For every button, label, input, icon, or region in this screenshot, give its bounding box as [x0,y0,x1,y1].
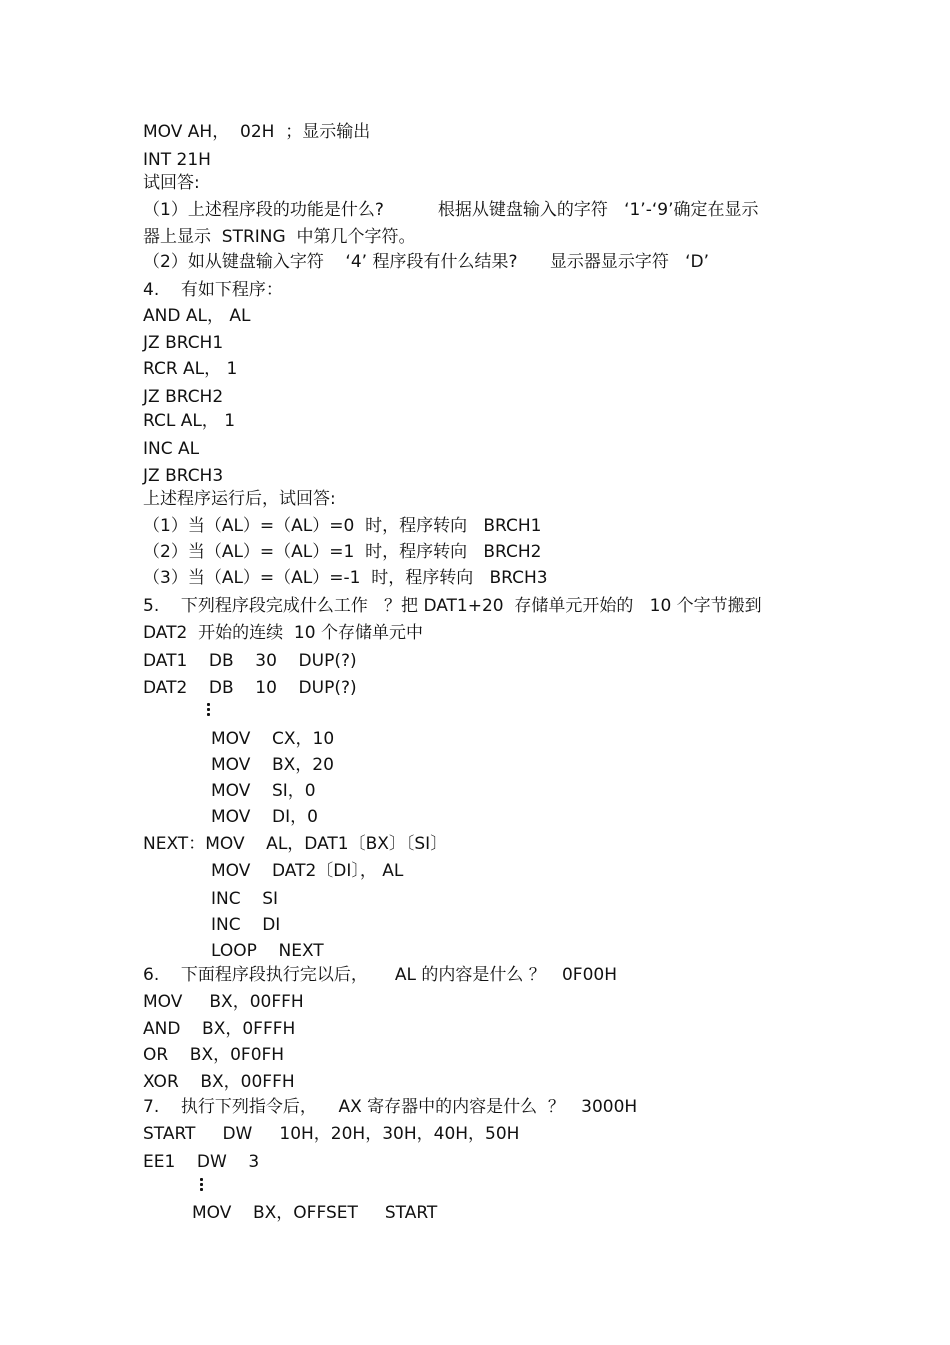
code-line: START DW 10H，20H，30H，40H，50H [143,1124,520,1144]
text-line: 4. 有如下程序： [143,280,283,300]
vertical-ellipsis [200,1178,203,1193]
text-line: 试回答: [143,173,200,193]
code-line: JZ BRCH2 [143,387,224,407]
code-line: OR BX，0F0FH [143,1045,285,1065]
code-line: JZ BRCH3 [143,466,224,486]
text-line: 5. 下列程序段完成什么工作 ？把 DAT1+20 存储单元开始的 10 个字节搬到 [143,596,762,616]
text-line: INT 21H [143,150,211,170]
text-line: （2）当（AL）=（AL）=1 时，程序转向 BRCH2 [143,542,542,562]
code-line: MOV CX，10 [211,729,335,749]
code-line: MOV BX，OFFSET START [192,1203,438,1223]
text-line: 7. 执行下列指令后， AX 寄存器中的内容是什么 ？ 3000H [143,1097,638,1117]
text-line: 上述程序运行后，试回答: [143,489,336,509]
code-line: EE1 DW 3 [143,1152,260,1172]
code-line: MOV BX，00FFH [143,992,304,1012]
code-line: NEXT：MOV AL，DAT1〔BX〕〔SI〕 [143,834,448,854]
text-line: 器上显示 STRING 中第几个字符。 [143,227,416,247]
code-line: INC DI [211,915,281,935]
code-line: JZ BRCH1 [143,333,224,353]
text-line: （3）当（AL）=（AL）=-1 时，程序转向 BRCH3 [143,568,548,588]
code-line: MOV BX，20 [211,755,334,775]
text-line: （2）如从键盘输入字符 ‘4’ 程序段有什么结果? 显示器显示字符 ‘D’ [143,252,710,272]
text-line: （1）当（AL）=（AL）=0 时，程序转向 BRCH1 [143,516,542,536]
code-line: INC SI [211,889,279,909]
text-line: 6. 下面程序段执行完以后， AL 的内容是什么 ？ 0F00H [143,965,617,985]
text-line: DAT2 开始的连续 10 个存储单元中 [143,623,423,643]
code-line: AND AL， AL [143,306,251,326]
code-line: AND BX，0FFFH [143,1019,296,1039]
vertical-ellipsis [207,703,210,718]
code-line: DAT2 DB 10 DUP(?) [143,678,357,698]
text-line: （1）上述程序段的功能是什么? 根据从键盘输入的字符 ‘1’-‘9’确定在显示 [143,200,759,220]
code-line: RCR AL， 1 [143,359,238,379]
code-line: INC AL [143,439,200,459]
code-line: XOR BX，00FFH [143,1072,295,1092]
code-line: LOOP NEXT [211,941,324,961]
code-line: RCL AL， 1 [143,411,236,431]
text-line: MOV AH， 02H ；显示输出 [143,122,371,142]
code-line: DAT1 DB 30 DUP(?) [143,651,357,671]
code-line: MOV SI，0 [211,781,316,801]
code-line: MOV DI，0 [211,807,318,827]
code-line: MOV DAT2〔DI〕， AL [211,861,404,881]
